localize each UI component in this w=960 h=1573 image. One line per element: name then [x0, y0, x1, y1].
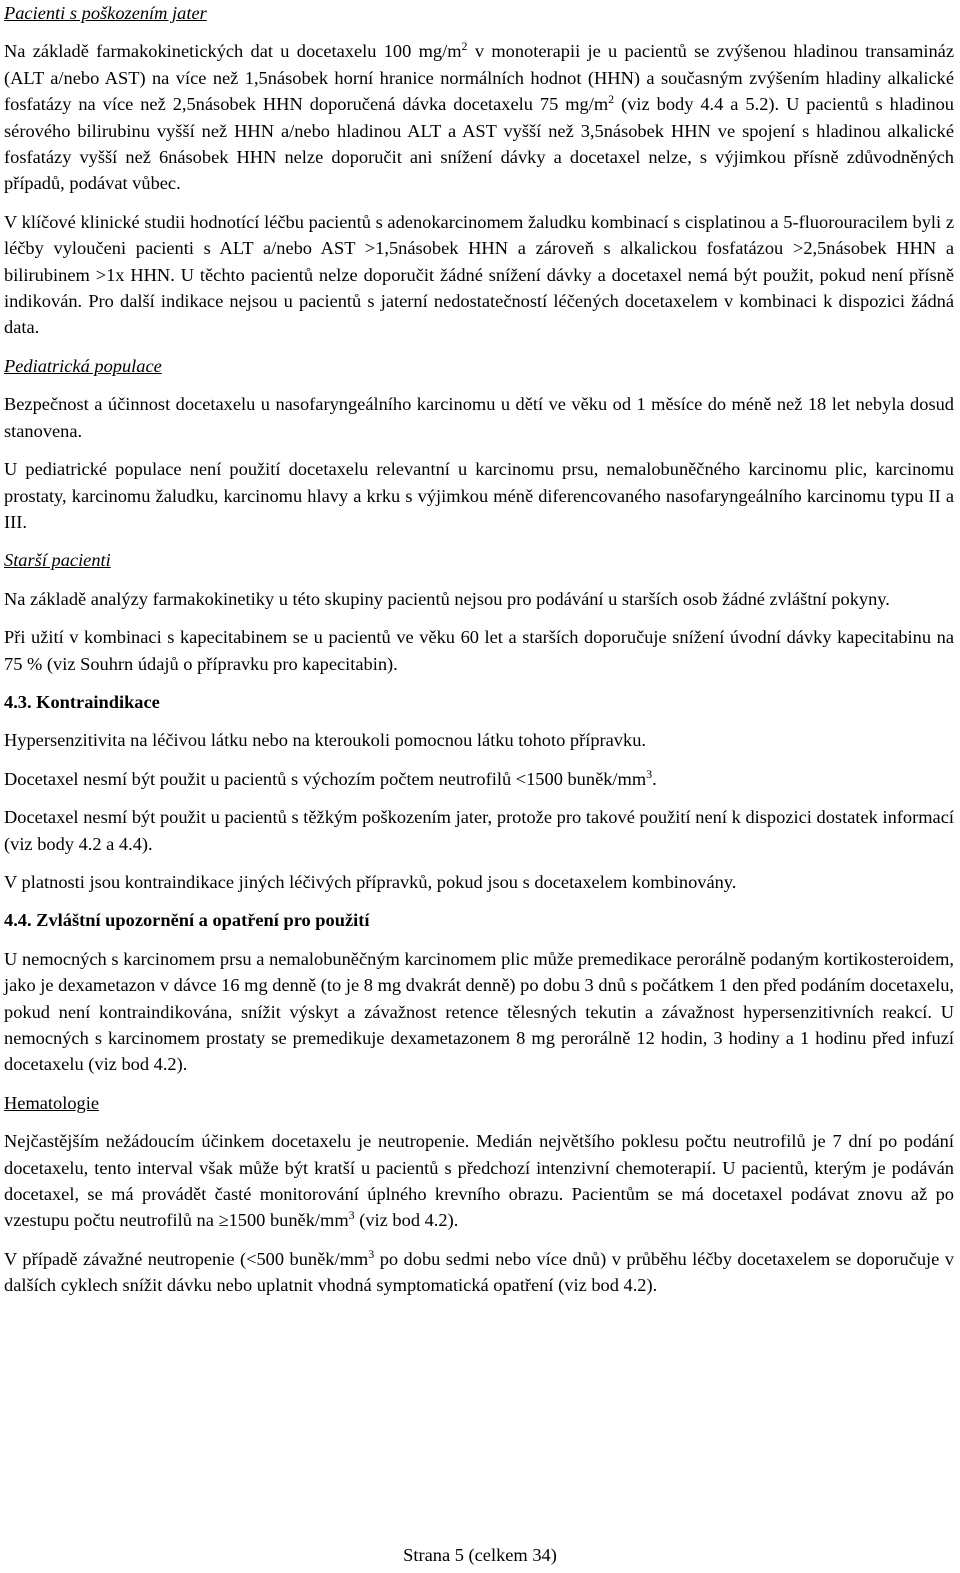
heading-hematology: Hematologie	[4, 1092, 99, 1113]
text-run: .	[652, 768, 657, 789]
paragraph-warnings-premedication: U nemocných s karcinomem prsu a nemalobuněčným karcinomem plic může premedikace perorálně podaným kortikosteroidem, jako je dexametazon v dávce 16 mg denně (to je 8 mg dvakrát denně) po dobu 3 dnů s počátkem 1 den před podáním docetaxelu, pokud není kontraindikována, snížit výskyt a závažnost retence tělesných tekutin a závažnost hypersenzitivních reakcí. U nemocných s karcinomem prostaty se premedikuje dexametazonem 8 mg perorálně 12 hodin, 3 hodiny a 1 hodinu před infuzí docetaxelu (viz bod 4.2).	[4, 948, 954, 1075]
text-run: (viz body 4.4 a 5.2). U pacientů s hladinou sérového bilirubinu vyšší než HHN a/nebo hladinou ALT a AST vyšší než 3,5násobek HHN ve spojení s hladinou alkalické fosfatázy vyšší než 6násobek HHN nelze doporučit ani snížení dávky a docetaxel nelze, s výjimkou přísně zdůvodněných případů, podávat vůbec.	[4, 94, 955, 194]
superscript: 3	[348, 1208, 355, 1223]
text-run: Docetaxel nesmí být použit u pacientů s výchozím počtem neutrofilů <1500 buněk/mm	[4, 768, 647, 789]
heading-elderly: Starší pacienti	[4, 550, 111, 571]
paragraph-elderly-pk: Na základě analýzy farmakokinetiky u této skupiny pacientů nejsou pro podávání u starších osob žádné zvláštní pokyny.	[4, 588, 890, 609]
page-footer: Strana 5 (celkem 34)	[403, 1545, 557, 1565]
paragraph-pediatric-relevance: U pediatrické populace není použití docetaxelu relevantní u karcinomu prsu, nemalobuněčného karcinomu plic, karcinomu prostaty, karcinomu žaludku, karcinomu hlavy a krku s výjimkou méně diferencovaného nasofaryngeálního karcinomu typu II a III.	[4, 459, 954, 532]
paragraph-contra-other: V platnosti jsou kontraindikace jiných léčivých přípravků, pokud jsou s docetaxelem kombinovány.	[4, 871, 737, 892]
text-run: V případě závažné neutropenie (<500 buněk/mm	[4, 1248, 369, 1269]
superscript: 3	[646, 766, 653, 781]
heading-contraindications: 4.3. Kontraindikace	[4, 691, 160, 712]
paragraph-contra-liver: Docetaxel nesmí být použit u pacientů s těžkým poškozením jater, protože pro takové použití není k dispozici dostatek informací (viz body 4.2 a 4.4).	[4, 807, 954, 854]
heading-pediatric: Pediatrická populace	[4, 355, 162, 376]
heading-liver-patients: Pacienti s poškozením jater	[4, 3, 207, 23]
text-run: Nejčastějším nežádoucím účinkem docetaxelu je neutropenie. Medián největšího poklesu počtu neutrofilů je 7 dní po podání docetaxelu, tento interval však může být kratší u pacientů s předchozí intenzivní chemoterapií. U pacientů, kterým je podáván docetaxel, se má provádět časté monitorování úplného krevního obrazu. Pacientům se má docetaxel podávat znovu až po vzestupu počtu neutrofilů na ≥1500 buněk/mm	[4, 1131, 954, 1231]
paragraph-liver-dosing	[4, 38, 954, 196]
paragraph-elderly-capecitabine: Při užití v kombinaci s kapecitabinem se u pacientů ve věku 60 let a starších doporučuje snížení úvodní dávky kapecitabinu na 75 % (viz Souhrn údajů o přípravku pro kapecitabin).	[4, 627, 954, 674]
paragraph-hematology-neutropenia	[4, 1128, 954, 1234]
paragraph-pediatric-safety: Bezpečnost a účinnost docetaxelu u nasofaryngeálního karcinomu u dětí ve věku od 1 měsíce do méně než 18 let nebyla dosud stanovena.	[4, 394, 954, 441]
paragraph-contra-neutrophils	[4, 766, 954, 792]
superscript: 3	[368, 1246, 375, 1261]
text-run: Na základě farmakokinetických dat u docetaxelu 100 mg/m	[4, 41, 462, 62]
text-run: v monoterapii je u pacientů se zvýšenou hladinou transamináz (ALT a/nebo AST) na více než 1,5násobek horní hranice normálních hodnot (HHN) a současným zvýšením hladiny alkalické fosfatázy na více než 2,5násobek HHN doporučená dávka docetaxelu 75 mg/m	[4, 41, 955, 115]
document-page	[4, 0, 954, 1299]
paragraph-hematology-severe	[4, 1246, 954, 1299]
text-run: (viz bod 4.2).	[354, 1210, 459, 1231]
superscript: 2	[608, 92, 615, 107]
text-run: po dobu sedmi nebo více dnů) v průběhu léčby docetaxelem se doporučuje v dalších cyklech snížit dávku nebo uplatnit vhodná symptomatická opatření (viz bod 4.2).	[4, 1248, 954, 1296]
heading-warnings: 4.4. Zvláštní upozornění a opatření pro použití	[4, 910, 370, 931]
paragraph-liver-study: V klíčové klinické studii hodnotící léčbu pacientů s adenokarcinomem žaludku kombinací s cisplatinou a 5-fluorouracilem byli z léčby vyloučeni pacienti s ALT a/nebo AST >1,5násobek HHN a zároveň s alkalickou fosfatázou >2,5násobek HHN a bilirubinem >1x HHN. U těchto pacientů nelze doporučit žádné snížení dávky a docetaxel nemá být použit, pokud není přísně indikován. Pro další indikace nejsou u pacientů s jaterní nedostatečností léčených docetaxelem v kombinaci k dispozici žádná data.	[4, 211, 954, 338]
paragraph-contra-hypersensitivity: Hypersenzitivita na léčivou látku nebo na kteroukoli pomocnou látku tohoto přípravku.	[4, 730, 646, 751]
superscript: 2	[461, 39, 468, 54]
